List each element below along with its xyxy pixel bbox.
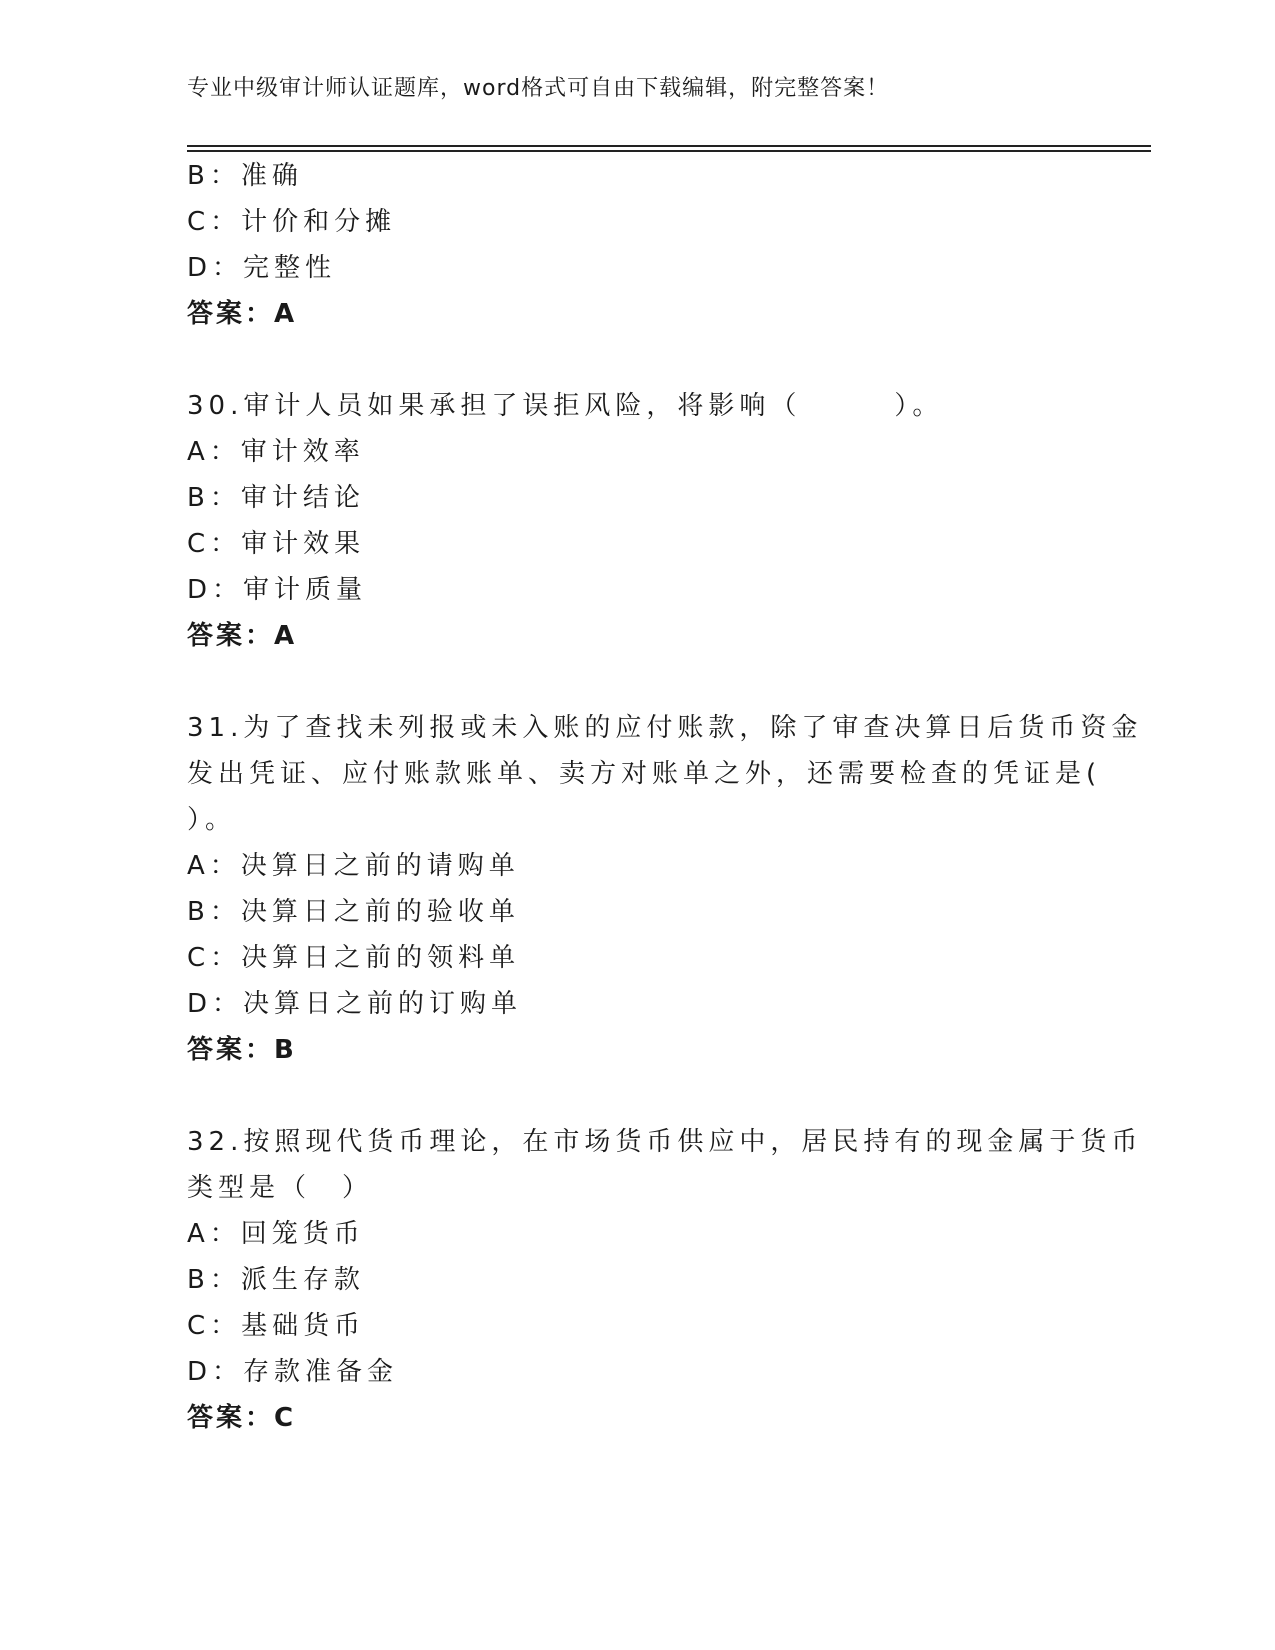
q30-option-c: C：审计效果 bbox=[187, 529, 366, 559]
q32-stem-line-1: 32.按照现代货币理论，在市场货币供应中，居民持有的现金属于货币 bbox=[187, 1127, 1143, 1157]
q31-stem-line-1: 31.为了查找未列报或未入账的应付账款，除了审查决算日后货币资金 bbox=[187, 713, 1143, 743]
q30-option-d: D：审计质量 bbox=[187, 575, 368, 605]
q29-answer: 答案：A bbox=[187, 299, 298, 329]
q30-option-b: B：审计结论 bbox=[187, 483, 365, 513]
q32-option-c: C：基础货币 bbox=[187, 1311, 366, 1341]
q32-option-d: D：存款准备金 bbox=[187, 1357, 399, 1387]
q32-option-a: A：回笼货币 bbox=[187, 1219, 365, 1249]
q31-option-a: A：决算日之前的请购单 bbox=[187, 851, 520, 881]
header-rule-top bbox=[187, 145, 1151, 147]
q31-option-c: C：决算日之前的领料单 bbox=[187, 943, 521, 973]
q32-answer: 答案：C bbox=[187, 1403, 297, 1433]
q29-option-d: D：完整性 bbox=[187, 253, 337, 283]
q32-option-b: B：派生存款 bbox=[187, 1265, 365, 1295]
header-rule-bottom bbox=[187, 150, 1151, 152]
q29-option-c: C：计价和分摊 bbox=[187, 207, 397, 237]
q31-answer: 答案：B bbox=[187, 1035, 297, 1065]
q31-stem-line-2: 发出凭证、应付账款账单、卖方对账单之外，还需要检查的凭证是( bbox=[187, 759, 1102, 789]
q32-stem-line-2: 类型是（ ） bbox=[187, 1173, 374, 1203]
q29-option-b: B：准确 bbox=[187, 161, 303, 191]
q30-answer: 答案：A bbox=[187, 621, 298, 651]
q31-option-d: D：决算日之前的订购单 bbox=[187, 989, 523, 1019]
q31-option-b: B：决算日之前的验收单 bbox=[187, 897, 520, 927]
q30-stem: 30.审计人员如果承担了误拒风险，将影响（ ）。 bbox=[187, 391, 944, 421]
q30-option-a: A：审计效率 bbox=[187, 437, 365, 467]
page-header: 专业中级审计师认证题库，word格式可自由下载编辑，附完整答案！ bbox=[187, 76, 890, 101]
q31-stem-line-3: ）。 bbox=[187, 805, 237, 835]
